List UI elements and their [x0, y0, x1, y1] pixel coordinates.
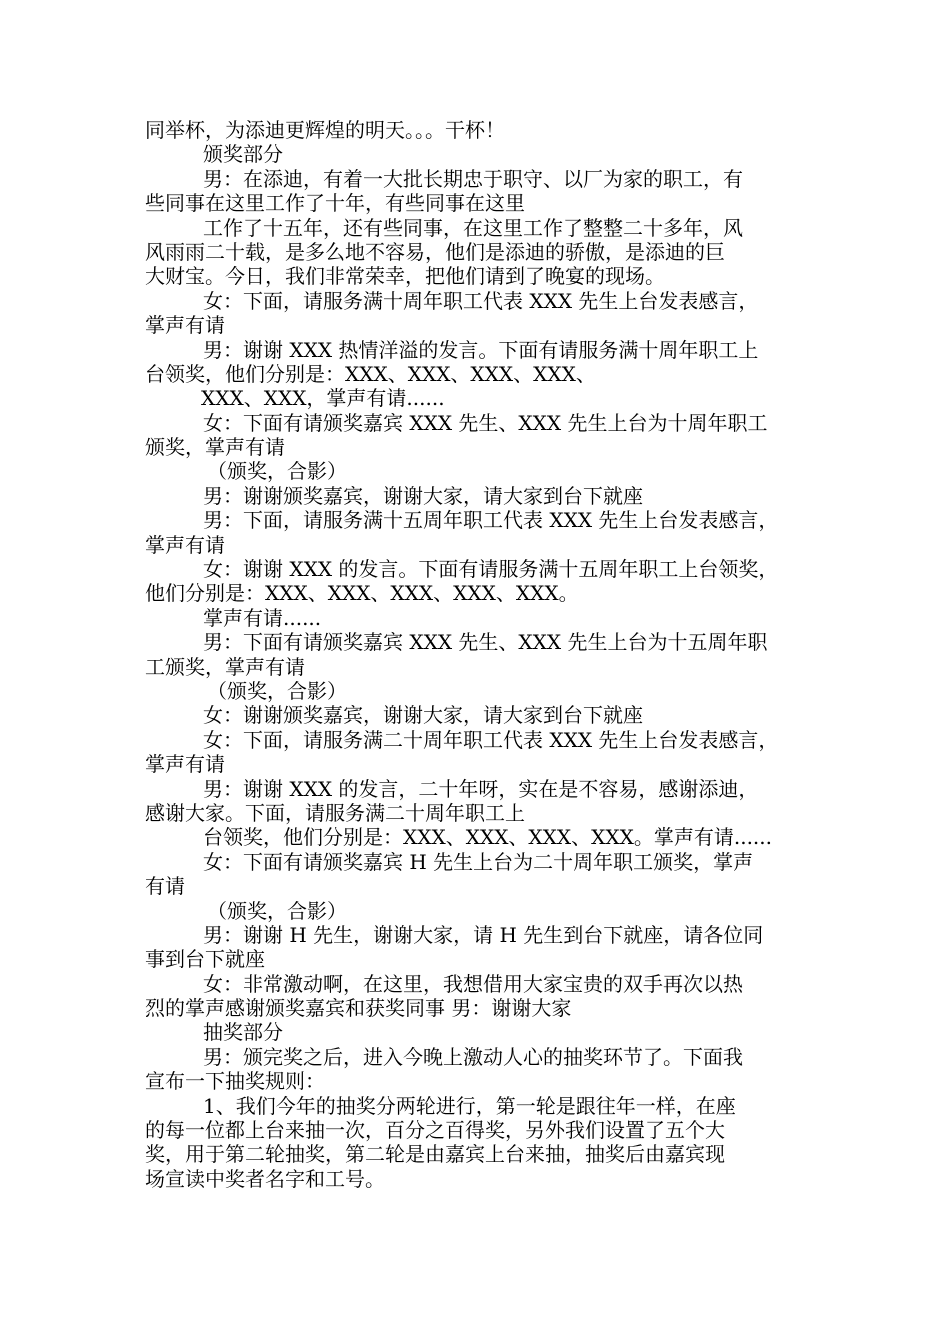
text-line: 风雨雨二十载，是多么地不容易，他们是添迪的骄傲，是添迪的巨 [145, 239, 725, 264]
text-line: 宣布一下抽奖规则： [145, 1069, 325, 1094]
section-heading-awards: 颁奖部分 [203, 142, 283, 167]
text-line: 女：下面，请服务满二十周年职工代表 XXX 先生上台发表感言， [203, 727, 779, 752]
stage-direction: （颁奖，合影） [207, 898, 347, 923]
text-line: 女：下面有请颁奖嘉宾 XXX 先生、XXX 先生上台为十周年职工 [203, 410, 768, 435]
text-line: 台领奖，他们分别是：XXX、XXX、XXX、XXX。掌声有请...... [203, 825, 773, 850]
text-line: 男：谢谢 H 先生，谢谢大家，请 H 先生到台下就座，请各位同 [203, 922, 764, 947]
text-line: 1、我们今年的抽奖分两轮进行，第一轮是跟往年一样，在座 [203, 1093, 736, 1118]
text-line: 男：下面有请颁奖嘉宾 XXX 先生、XXX 先生上台为十五周年职 [203, 630, 768, 655]
text-line: 有请 [145, 874, 185, 899]
document-body [145, 118, 815, 1191]
text-line: 些同事在这里工作了十年，有些同事在这里 [145, 191, 525, 216]
text-line: 男：在添迪，有着一大批长期忠于职守、以厂为家的职工，有 [203, 166, 743, 191]
text-line: 男：颁完奖之后，进入今晚上激动人心的抽奖环节了。下面我 [203, 1044, 743, 1069]
text-line: 女：下面有请颁奖嘉宾 H 先生上台为二十周年职工颁奖，掌声 [203, 849, 754, 874]
text-line: 女：谢谢颁奖嘉宾，谢谢大家，请大家到台下就座 [203, 703, 643, 728]
stage-direction: （颁奖，合影） [207, 678, 347, 703]
text-line: XXX、XXX，掌声有请...... [201, 386, 445, 411]
text-line: 男：谢谢 XXX 热情洋溢的发言。下面有请服务满十周年职工上 [203, 337, 759, 362]
text-line: 同举杯，为添迪更辉煌的明天。。。干杯！ [145, 118, 505, 142]
text-line: 工作了十五年，还有些同事，在这里工作了整整二十多年，风 [203, 215, 743, 240]
text-line: 颁奖，掌声有请 [145, 435, 285, 460]
text-line: 的每一位都上台来抽一次，百分之百得奖，另外我们设置了五个大 [145, 1118, 725, 1143]
text-line: 台领奖，他们分别是：XXX、XXX、XXX、XXX、 [145, 361, 596, 386]
text-line: 女：非常激动啊，在这里，我想借用大家宝贵的双手再次以热 [203, 971, 743, 996]
text-line: 掌声有请...... [203, 605, 322, 630]
text-line: 男：下面，请服务满十五周年职工代表 XXX 先生上台发表感言， [203, 508, 779, 533]
text-line: 男：谢谢 XXX 的发言，二十年呀，实在是不容易，感谢添迪， [203, 776, 759, 801]
text-line: 男：谢谢颁奖嘉宾，谢谢大家，请大家到台下就座 [203, 483, 643, 508]
section-heading-lottery: 抽奖部分 [203, 1020, 283, 1045]
text-line: 工颁奖，掌声有请 [145, 654, 305, 679]
stage-direction: （颁奖，合影） [207, 459, 347, 484]
text-line: 感谢大家。下面，请服务满二十周年职工上 [145, 800, 525, 825]
text-line: 场宣读中奖者名字和工号。 [145, 1166, 385, 1191]
text-line: 奖，用于第二轮抽奖，第二轮是由嘉宾上台来抽，抽奖后由嘉宾现 [145, 1142, 725, 1167]
text-line: 烈的掌声感谢颁奖嘉宾和获奖同事 男：谢谢大家 [145, 996, 572, 1021]
text-line: 事到台下就座 [145, 947, 265, 972]
text-line: 他们分别是：XXX、XXX、XXX、XXX、XXX。 [145, 581, 579, 606]
text-line: 掌声有请 [145, 313, 225, 338]
text-line: 大财宝。今日，我们非常荣幸，把他们请到了晚宴的现场。 [145, 264, 665, 289]
text-line: 女：谢谢 XXX 的发言。下面有请服务满十五周年职工上台领奖， [203, 557, 779, 582]
text-line: 掌声有请 [145, 752, 225, 777]
text-line: 掌声有请 [145, 532, 225, 557]
text-line: 女：下面，请服务满十周年职工代表 XXX 先生上台发表感言， [203, 288, 759, 313]
